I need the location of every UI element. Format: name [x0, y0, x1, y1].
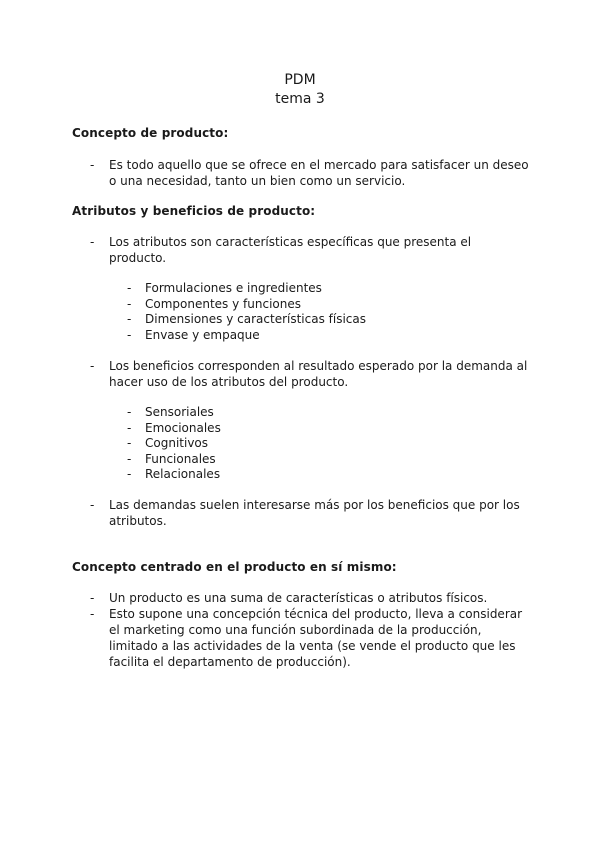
attribute-list-item	[127, 327, 260, 343]
benefit-text: Emocionales	[145, 421, 221, 435]
attribute-text: Componentes y funciones	[145, 297, 301, 311]
benefit-list-item	[127, 466, 220, 482]
benefit-text: Funcionales	[145, 452, 216, 466]
bullet-text: Las demandas suelen interesarse más por los beneficios que por los atributos.	[109, 498, 520, 528]
section-heading-concepto-producto: Concepto de producto:	[72, 126, 229, 140]
benefit-text: Sensoriales	[145, 405, 214, 419]
bullet-dash: -	[90, 158, 95, 172]
benefit-list-item	[127, 451, 216, 467]
bullet-text: Los atributos son características específicas que presenta el producto.	[109, 235, 472, 265]
benefit-list-item	[127, 420, 221, 436]
attribute-list-item	[127, 311, 366, 327]
document-title: PDM	[284, 72, 316, 88]
bullet-dash: -	[127, 297, 132, 311]
bullet-item	[90, 606, 530, 670]
attribute-text: Envase y empaque	[145, 328, 260, 342]
benefit-text: Cognitivos	[145, 436, 209, 450]
bullet-item	[90, 157, 530, 189]
bullet-item	[90, 358, 530, 390]
benefit-list-item	[127, 404, 214, 420]
bullet-item	[90, 590, 530, 606]
bullet-dash: -	[90, 498, 95, 512]
bullet-dash: -	[127, 312, 132, 326]
bullet-dash: -	[127, 467, 132, 481]
bullet-dash: -	[90, 235, 95, 249]
bullet-text: Esto supone una concepción técnica del producto, lleva a considerar el marketing como una función subordinada de la producción, limitado a las actividades de la venta (se vende el producto que les facilita el departamento de producción).	[109, 607, 523, 669]
bullet-text: Es todo aquello que se ofrece en el mercado para satisfacer un deseo o una necesidad, tanto un bien como un servicio.	[109, 158, 529, 188]
section-heading-concepto-centrado: Concepto centrado en el producto en sí mismo:	[72, 560, 397, 574]
attribute-text: Formulaciones e ingredientes	[145, 281, 322, 295]
section-heading-atributos-beneficios: Atributos y beneficios de producto:	[72, 204, 316, 218]
bullet-dash: -	[90, 359, 95, 373]
document-subtitle: tema 3	[275, 91, 325, 107]
bullet-dash: -	[90, 607, 95, 621]
bullet-dash: -	[90, 591, 95, 605]
attribute-list-item	[127, 280, 322, 296]
benefit-text: Relacionales	[145, 467, 221, 481]
bullet-dash: -	[127, 436, 132, 450]
attribute-list-item	[127, 296, 301, 312]
bullet-item	[90, 234, 530, 266]
attribute-text: Dimensiones y características físicas	[145, 312, 366, 326]
bullet-dash: -	[127, 328, 132, 342]
bullet-dash: -	[127, 405, 132, 419]
bullet-dash: -	[127, 281, 132, 295]
bullet-item	[90, 497, 530, 529]
bullet-text: Los beneficios corresponden al resultado esperado por la demanda al hacer uso de los atributos del producto.	[109, 359, 528, 389]
bullet-dash: -	[127, 421, 132, 435]
bullet-text: Un producto es una suma de características o atributos físicos.	[109, 591, 488, 605]
bullet-dash: -	[127, 452, 132, 466]
benefit-list-item	[127, 435, 208, 451]
